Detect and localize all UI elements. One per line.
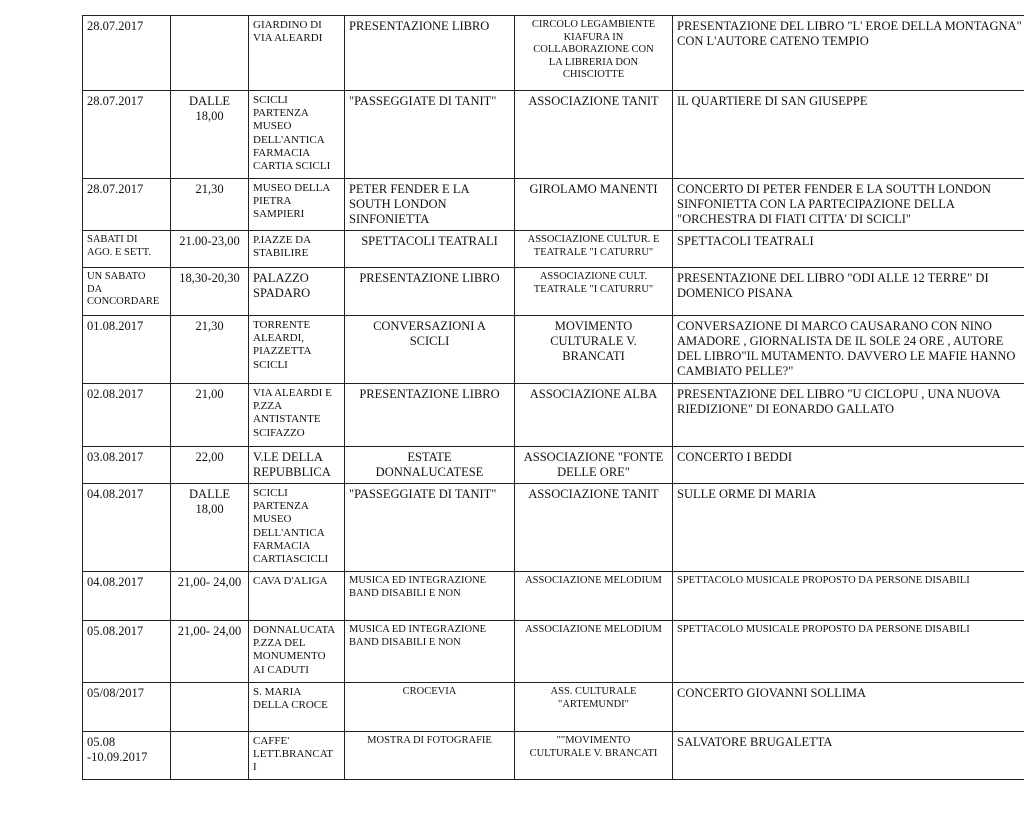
- time-cell: 18,30-20,30: [171, 268, 249, 316]
- place-cell: MUSEO DELLA PIETRA SAMPIERI: [249, 179, 345, 231]
- type-cell: MUSICA ED INTEGRAZIONE BAND DISABILI E NON: [345, 572, 515, 621]
- type-cell: "PASSEGGIATE DI TANIT": [345, 484, 515, 572]
- date-cell: 05/08/2017: [83, 683, 171, 732]
- date-cell: 04.08.2017: [83, 572, 171, 621]
- place-cell: CAFFE' LETT.BRANCAT I: [249, 732, 345, 780]
- description-cell: CONCERTO I BEDDI: [673, 447, 1024, 484]
- type-cell: MOSTRA DI FOTOGRAFIE: [345, 732, 515, 780]
- description-cell: SALVATORE BRUGALETTA: [673, 732, 1024, 780]
- organizer-cell: ASSOCIAZIONE MELODIUM: [515, 572, 673, 621]
- organizer-cell: CIRCOLO LEGAMBIENTE KIAFURA IN COLLABORAZIONE CON LA LIBRERIA DON CHISCIOTTE: [515, 16, 673, 91]
- place-cell: V.LE DELLA REPUBBLICA: [249, 447, 345, 484]
- date-cell: UN SABATO DA CONCORDARE: [83, 268, 171, 316]
- table-row: [83, 683, 1024, 732]
- description-cell: SULLE ORME DI MARIA: [673, 484, 1024, 572]
- time-cell: 21,30: [171, 179, 249, 231]
- description-cell: CONCERTO GIOVANNI SOLLIMA: [673, 683, 1024, 732]
- type-cell: SPETTACOLI TEATRALI: [345, 231, 515, 268]
- description-cell: SPETTACOLO MUSICALE PROPOSTO DA PERSONE DISABILI: [673, 572, 1024, 621]
- description-cell: SPETTACOLO MUSICALE PROPOSTO DA PERSONE DISABILI: [673, 621, 1024, 683]
- table-row: [83, 179, 1024, 231]
- table-row: [83, 484, 1024, 572]
- description-cell: CONCERTO DI PETER FENDER E LA SOUTTH LONDON SINFONIETTA CON LA PARTECIPAZIONE DELLA "ORCHESTRA DI FIATI CITTA' DI SCICLI": [673, 179, 1024, 231]
- description-cell: IL QUARTIERE DI SAN GIUSEPPE: [673, 91, 1024, 179]
- time-cell: 21,00- 24,00: [171, 621, 249, 683]
- time-cell: DALLE 18,00: [171, 91, 249, 179]
- table-row: [83, 91, 1024, 179]
- place-cell: SCICLI PARTENZA MUSEO DELL'ANTICA FARMACIA CARTIASCICLI: [249, 484, 345, 572]
- description-cell: SPETTACOLI TEATRALI: [673, 231, 1024, 268]
- organizer-cell: ASSOCIAZIONE CULT. TEATRALE "I CATURRU": [515, 268, 673, 316]
- type-cell: PETER FENDER E LA SOUTH LONDON SINFONIETTA: [345, 179, 515, 231]
- table-row: [83, 447, 1024, 484]
- time-cell: 21,30: [171, 316, 249, 384]
- date-cell: 05.08.2017: [83, 621, 171, 683]
- place-cell: TORRENTE ALEARDI, PIAZZETTA SCICLI: [249, 316, 345, 384]
- organizer-cell: ASSOCIAZIONE MELODIUM: [515, 621, 673, 683]
- organizer-cell: ""MOVIMENTO CULTURALE V. BRANCATI: [515, 732, 673, 780]
- time-cell: [171, 683, 249, 732]
- organizer-cell: ASSOCIAZIONE "FONTE DELLE ORE": [515, 447, 673, 484]
- place-cell: DONNALUCATA P.ZZA DEL MONUMENTO AI CADUTI: [249, 621, 345, 683]
- place-cell: P.IAZZE DA STABILIRE: [249, 231, 345, 268]
- time-cell: [171, 732, 249, 780]
- date-cell: SABATI DI AGO. E SETT.: [83, 231, 171, 268]
- date-cell: 03.08.2017: [83, 447, 171, 484]
- place-cell: PALAZZO SPADARO: [249, 268, 345, 316]
- type-cell: CROCEVIA: [345, 683, 515, 732]
- type-cell: MUSICA ED INTEGRAZIONE BAND DISABILI E NON: [345, 621, 515, 683]
- type-cell: CONVERSAZIONI A SCICLI: [345, 316, 515, 384]
- organizer-cell: ASSOCIAZIONE CULTUR. E TEATRALE "I CATURRU": [515, 231, 673, 268]
- description-cell: CONVERSAZIONE DI MARCO CAUSARANO CON NINO AMADORE , GIORNALISTA DE IL SOLE 24 ORE , AUTORE DEL LIBRO"IL MUTAMENTO. DAVVERO LE MAFIE HANNO CAMBIATO PELLE?": [673, 316, 1024, 384]
- time-cell: 21,00- 24,00: [171, 572, 249, 621]
- table-row: [83, 231, 1024, 268]
- type-cell: ESTATE DONNALUCATESE: [345, 447, 515, 484]
- organizer-cell: ASS. CULTURALE "ARTEMUNDI": [515, 683, 673, 732]
- type-cell: PRESENTAZIONE LIBRO: [345, 268, 515, 316]
- table-row: [83, 384, 1024, 447]
- table-row: [83, 621, 1024, 683]
- date-cell: 28.07.2017: [83, 91, 171, 179]
- place-cell: S. MARIA DELLA CROCE: [249, 683, 345, 732]
- table-row: [83, 16, 1024, 91]
- table-row: [83, 316, 1024, 384]
- time-cell: 21.00-23,00: [171, 231, 249, 268]
- description-cell: PRESENTAZIONE DEL LIBRO "L' EROE DELLA MONTAGNA" CON L'AUTORE CATENO TEMPIO: [673, 16, 1024, 91]
- date-cell: 28.07.2017: [83, 16, 171, 91]
- date-cell: 05.08 -10.09.2017: [83, 732, 171, 780]
- organizer-cell: ASSOCIAZIONE ALBA: [515, 384, 673, 447]
- date-cell: 04.08.2017: [83, 484, 171, 572]
- table-row: [83, 732, 1024, 780]
- organizer-cell: MOVIMENTO CULTURALE V. BRANCATI: [515, 316, 673, 384]
- organizer-cell: ASSOCIAZIONE TANIT: [515, 484, 673, 572]
- place-cell: CAVA D'ALIGA: [249, 572, 345, 621]
- organizer-cell: ASSOCIAZIONE TANIT: [515, 91, 673, 179]
- date-cell: 01.08.2017: [83, 316, 171, 384]
- description-cell: PRESENTAZIONE DEL LIBRO "ODI ALLE 12 TERRE" DI DOMENICO PISANA: [673, 268, 1024, 316]
- date-cell: 02.08.2017: [83, 384, 171, 447]
- time-cell: 21,00: [171, 384, 249, 447]
- date-cell: 28.07.2017: [83, 179, 171, 231]
- events-table: [82, 15, 1024, 780]
- time-cell: 22,00: [171, 447, 249, 484]
- type-cell: PRESENTAZIONE LIBRO: [345, 384, 515, 447]
- place-cell: VIA ALEARDI E P.ZZA ANTISTANTE SCIFAZZO: [249, 384, 345, 447]
- table-row: [83, 572, 1024, 621]
- time-cell: [171, 16, 249, 91]
- place-cell: SCICLI PARTENZA MUSEO DELL'ANTICA FARMACIA CARTIA SCICLI: [249, 91, 345, 179]
- description-cell: PRESENTAZIONE DEL LIBRO "U CICLOPU , UNA NUOVA RIEDIZIONE" DI EONARDO GALLATO: [673, 384, 1024, 447]
- time-cell: DALLE 18,00: [171, 484, 249, 572]
- organizer-cell: GIROLAMO MANENTI: [515, 179, 673, 231]
- type-cell: "PASSEGGIATE DI TANIT": [345, 91, 515, 179]
- type-cell: PRESENTAZIONE LIBRO: [345, 16, 515, 91]
- table-row: [83, 268, 1024, 316]
- place-cell: GIARDINO DI VIA ALEARDI: [249, 16, 345, 91]
